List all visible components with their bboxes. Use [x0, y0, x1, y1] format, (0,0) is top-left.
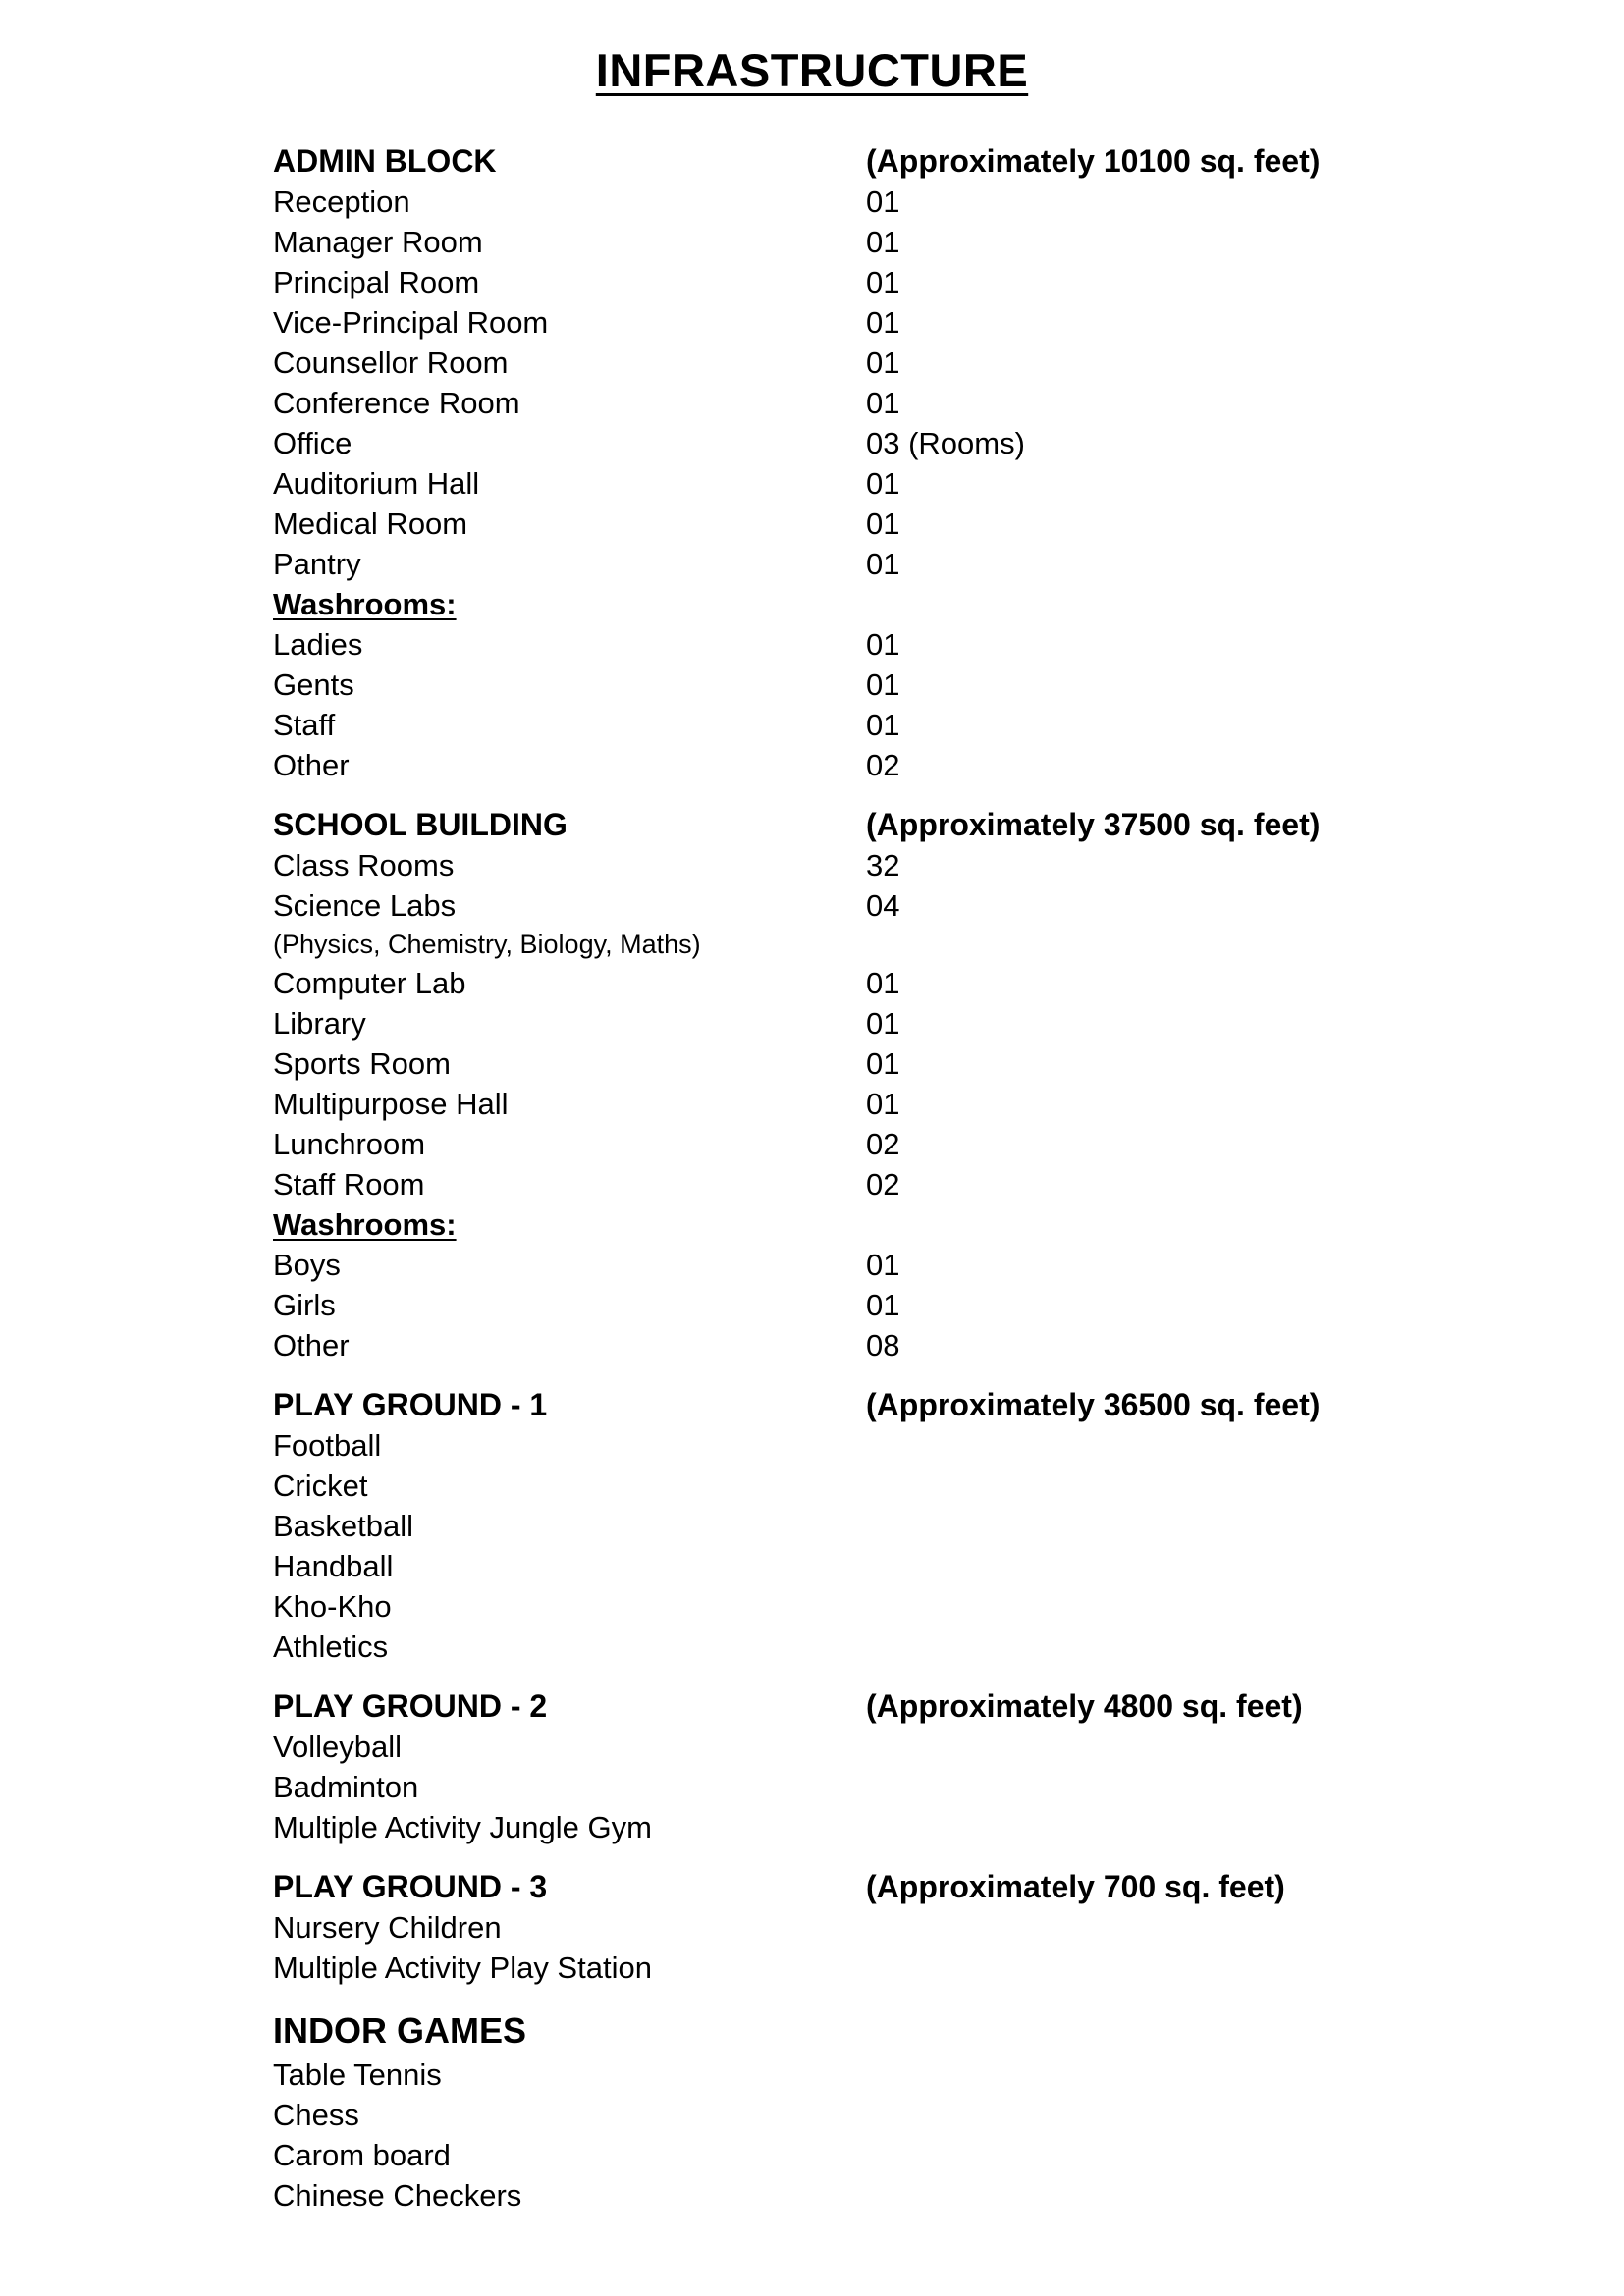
item-count: 01 — [866, 708, 900, 742]
list-item — [273, 1727, 1451, 1767]
item-label: Carom board — [273, 2138, 451, 2172]
item-label: Pantry — [273, 547, 361, 581]
item-count: 01 — [866, 1006, 900, 1041]
item-count: 01 — [866, 1087, 900, 1121]
list-item — [273, 1124, 1451, 1164]
item-count: 01 — [866, 466, 900, 501]
list-item — [273, 1003, 1451, 1043]
item-label: Badminton — [273, 1770, 419, 1804]
item-label: Science Labs — [273, 888, 457, 923]
item-label: Principal Room — [273, 265, 480, 299]
washrooms-subheading: Washrooms: — [273, 587, 457, 621]
list-item — [273, 463, 1451, 504]
list-item — [273, 845, 1451, 885]
item-label: Kho-Kho — [273, 1589, 392, 1624]
item-count: 02 — [866, 1127, 900, 1161]
list-item — [273, 1164, 1451, 1204]
list-item — [273, 1084, 1451, 1124]
item-label: Chinese Checkers — [273, 2178, 522, 2213]
section-area: (Approximately 10100 sq. feet) — [866, 143, 1321, 179]
item-label: Sports Room — [273, 1046, 451, 1081]
list-item-note — [273, 926, 1451, 963]
list-item — [273, 624, 1451, 665]
list-item — [273, 1907, 1451, 1948]
item-count: 01 — [866, 305, 900, 340]
item-count: 01 — [866, 1046, 900, 1081]
section-heading-row — [273, 2007, 1451, 2055]
infrastructure-list — [273, 141, 1451, 2216]
item-label: Class Rooms — [273, 848, 455, 882]
item-label: Medical Room — [273, 507, 468, 541]
item-label: Gents — [273, 667, 354, 702]
item-count: 01 — [866, 667, 900, 702]
list-item — [273, 885, 1451, 926]
item-count: 01 — [866, 346, 900, 380]
item-label: Staff Room — [273, 1167, 425, 1201]
item-label: Manager Room — [273, 225, 483, 259]
section-area: (Approximately 37500 sq. feet) — [866, 807, 1321, 842]
section-indoor-games — [273, 2007, 1451, 2216]
section-play-ground-2 — [273, 1686, 1451, 1847]
item-label: Athletics — [273, 1629, 389, 1664]
item-label: Volleyball — [273, 1730, 402, 1764]
item-label: Auditorium Hall — [273, 466, 480, 501]
item-count: 01 — [866, 507, 900, 541]
item-label: Table Tennis — [273, 2057, 442, 2092]
list-item — [273, 544, 1451, 584]
item-label: Other — [273, 1328, 350, 1362]
section-heading: ADMIN BLOCK — [273, 143, 497, 179]
list-item — [273, 1245, 1451, 1285]
item-count: 01 — [866, 265, 900, 299]
list-item — [273, 504, 1451, 544]
item-label: Reception — [273, 185, 410, 219]
list-item — [273, 1807, 1451, 1847]
list-item — [273, 222, 1451, 262]
item-count: 01 — [866, 1248, 900, 1282]
item-count: 01 — [866, 386, 900, 420]
item-count: 32 — [866, 848, 900, 882]
item-label: Handball — [273, 1549, 394, 1583]
item-label: Library — [273, 1006, 366, 1041]
item-count: 02 — [866, 1167, 900, 1201]
list-item — [273, 1506, 1451, 1546]
section-play-ground-1 — [273, 1385, 1451, 1667]
list-item — [273, 383, 1451, 423]
item-label: Ladies — [273, 627, 363, 662]
section-area: (Approximately 4800 sq. feet) — [866, 1688, 1303, 1724]
item-label: Counsellor Room — [273, 346, 509, 380]
list-item — [273, 1948, 1451, 1988]
list-item — [273, 1285, 1451, 1325]
item-label: Other — [273, 748, 350, 782]
section-heading: INDOR GAMES — [273, 2010, 527, 2051]
list-item — [273, 2175, 1451, 2216]
item-count: 02 — [866, 748, 900, 782]
list-item — [273, 665, 1451, 705]
item-note: (Physics, Chemistry, Biology, Maths) — [273, 930, 701, 959]
list-item — [273, 1325, 1451, 1365]
item-label: Nursery Children — [273, 1910, 502, 1945]
item-count: 01 — [866, 547, 900, 581]
item-label: Vice-Principal Room — [273, 305, 549, 340]
washrooms-subheading: Washrooms: — [273, 1207, 457, 1242]
list-item — [273, 2095, 1451, 2135]
list-item — [273, 705, 1451, 745]
list-item — [273, 2055, 1451, 2095]
washrooms-subheading-row — [273, 584, 1451, 624]
item-label: Staff — [273, 708, 336, 742]
item-count: 01 — [866, 966, 900, 1000]
section-heading: PLAY GROUND - 3 — [273, 1869, 548, 1904]
washrooms-subheading-row — [273, 1204, 1451, 1245]
item-label: Office — [273, 426, 352, 460]
item-label: Basketball — [273, 1509, 414, 1543]
section-heading: PLAY GROUND - 1 — [273, 1387, 548, 1422]
list-item — [273, 1627, 1451, 1667]
list-item — [273, 343, 1451, 383]
section-area: (Approximately 36500 sq. feet) — [866, 1387, 1321, 1422]
list-item — [273, 1043, 1451, 1084]
section-heading: SCHOOL BUILDING — [273, 807, 568, 842]
item-count: 01 — [866, 1288, 900, 1322]
section-heading-row — [273, 1867, 1451, 1907]
item-label: Cricket — [273, 1468, 368, 1503]
item-count: 03 (Rooms) — [866, 426, 1025, 460]
list-item — [273, 745, 1451, 785]
list-item — [273, 1586, 1451, 1627]
list-item — [273, 1767, 1451, 1807]
section-heading: PLAY GROUND - 2 — [273, 1688, 548, 1724]
list-item — [273, 963, 1451, 1003]
item-label: Multiple Activity Play Station — [273, 1950, 652, 1985]
list-item — [273, 423, 1451, 463]
section-admin-block — [273, 141, 1451, 785]
list-item — [273, 1546, 1451, 1586]
item-label: Computer Lab — [273, 966, 466, 1000]
section-heading-row — [273, 141, 1451, 182]
item-label: Boys — [273, 1248, 341, 1282]
item-count: 01 — [866, 185, 900, 219]
item-count: 01 — [866, 225, 900, 259]
list-item — [273, 262, 1451, 302]
item-label: Multiple Activity Jungle Gym — [273, 1810, 652, 1844]
section-area: (Approximately 700 sq. feet) — [866, 1869, 1285, 1904]
item-label: Multipurpose Hall — [273, 1087, 509, 1121]
list-item — [273, 1425, 1451, 1466]
item-label: Conference Room — [273, 386, 520, 420]
item-label: Girls — [273, 1288, 336, 1322]
list-item — [273, 182, 1451, 222]
item-count: 01 — [866, 627, 900, 662]
section-heading-row — [273, 1385, 1451, 1425]
section-heading-row — [273, 1686, 1451, 1727]
item-count: 08 — [866, 1328, 900, 1362]
list-item — [273, 2135, 1451, 2175]
list-item — [273, 1466, 1451, 1506]
list-item — [273, 302, 1451, 343]
section-heading-row — [273, 805, 1451, 845]
item-count: 04 — [866, 888, 900, 923]
page-title: INFRASTRUCTURE — [595, 44, 1029, 96]
item-label: Lunchroom — [273, 1127, 426, 1161]
item-label: Chess — [273, 2098, 359, 2132]
item-label: Football — [273, 1428, 382, 1463]
section-school-building — [273, 805, 1451, 1365]
section-play-ground-3 — [273, 1867, 1451, 1988]
